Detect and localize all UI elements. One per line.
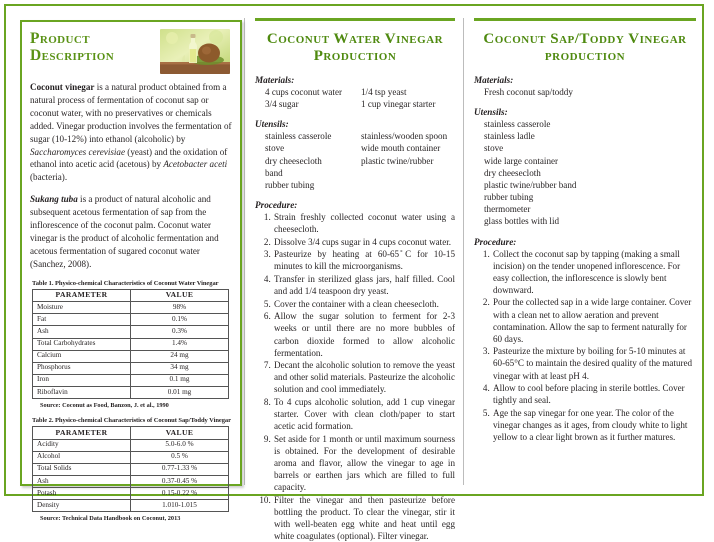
para1-rest1: is a natural product obtained from a natural process of fermentation of coconut sap or coconut water, with no preservatives or chemicals added. Vinegar production involves the fermentation of sugar (10-12%) into ethanol (alcoholic) by [30, 82, 232, 144]
middle-procedure-list [255, 211, 455, 542]
list-item: glass bottles with lid [484, 216, 560, 227]
middle-materials-list [255, 86, 455, 110]
procedure-step: 5. Cover the container with a clean cheesecloth. [273, 298, 455, 310]
section-rule-right [474, 18, 696, 21]
para2-lead: Sukang tuba [30, 194, 78, 205]
table1-header-value: VALUE [131, 289, 229, 302]
list-item-left: dry cheesecloth [265, 155, 322, 166]
para1-italic2: Acetobacter aceti [163, 159, 228, 170]
table-cell-parameter: Ash [33, 475, 131, 487]
right-utensils-label: Utensils: [474, 107, 508, 118]
list-item-right [361, 179, 455, 191]
middle-materials-label: Materials: [255, 74, 295, 85]
table-cell-value: 5.0-6.0 % [131, 439, 229, 451]
list-item-right: 1 cup vinegar starter [361, 99, 436, 110]
table-row [33, 338, 229, 350]
list-item: stainless ladle [484, 131, 535, 142]
middle-utensils-label: Utensils: [255, 119, 289, 130]
table-cell-parameter: Moisture [33, 302, 131, 314]
coconut-vinegar-photo-graphic [160, 29, 230, 74]
table2-header-value: VALUE [131, 427, 229, 440]
procedure-step: 2. Dissolve 3/4 cups sugar in 4 cups coconut water. [273, 236, 455, 248]
procedure-step: 5. Age the sap vinegar for one year. The color of the vinegar changes as it ages, from cloudy white to light yellow to a clear light brown as it further matures. [492, 407, 696, 443]
table-header-row [33, 427, 229, 440]
paragraph-coconut-vinegar [30, 81, 232, 184]
table-cell-parameter: Potash [33, 488, 131, 500]
list-item: Fresh coconut sap/toddy [484, 86, 573, 97]
table-row [33, 488, 229, 500]
product-description-body [30, 81, 232, 271]
procedure-step: 1. Strain freshly collected coconut water using a cheesecloth. [273, 211, 455, 235]
para1-rest2: (yeast) and the oxidation of ethanol into acetic acid (acetous) by [30, 146, 228, 170]
middle-utensils-list [255, 130, 455, 191]
table-row [33, 500, 229, 512]
table-cell-value: 1.4% [131, 338, 229, 350]
paragraph-sukang-tuba [30, 193, 232, 270]
table-cell-parameter: Calcium [33, 350, 131, 362]
procedure-step: 1. Collect the coconut sap by tapping (making a small incision) on the tender unopened inflorescence. For easy collection, the inflorescence is slowly bent downward. [492, 248, 696, 296]
list-item-left: stainless casserole [265, 131, 332, 142]
list-item [265, 86, 455, 98]
table-cell-value: 0.77-1.33 % [131, 463, 229, 475]
table-cell-parameter: Phosphorus [33, 362, 131, 374]
list-item: dry cheesecloth [484, 167, 541, 178]
table-cell-value: 0.1% [131, 314, 229, 326]
table2-caption: Table 2. Physico-chemical Characteristics of Coconut Sap/Toddy Vinegar [32, 417, 231, 425]
table2-header-parameter: PARAMETER [33, 427, 131, 440]
middle-procedure-label: Procedure: [255, 200, 298, 211]
table-cell-value: 0.15-0.22 % [131, 488, 229, 500]
table-cell-parameter: Density [33, 500, 131, 512]
table-row [33, 451, 229, 463]
table-coconut-water-vinegar [32, 289, 229, 399]
procedure-step: 2. Pour the collected sap in a wide large container. Cover with a clean net to allow aeration and prevent contamination. Allow the sap to ferment naturally for 60 days. [492, 296, 696, 344]
procedure-step: 4. Transfer in sterilized glass jars, half filled. Cool and add 1/4 teaspoon dry yeast. [273, 273, 455, 297]
list-item: stove [484, 143, 504, 154]
right-materials-list [474, 86, 696, 98]
list-item-left: 3/4 sugar [265, 99, 299, 110]
table-row [33, 463, 229, 475]
table-cell-parameter: Alcohol [33, 451, 131, 463]
list-item-right: wide mouth container [361, 143, 441, 154]
right-utensils-list [474, 118, 696, 228]
table-coconut-sap-toddy-vinegar [32, 426, 229, 512]
table1-source: Source: Coconut as Food, Banzon, J. et al., 1990 [40, 402, 169, 410]
table-cell-value: 98% [131, 302, 229, 314]
table1-body [33, 302, 229, 399]
list-item [265, 167, 455, 179]
section-rule-middle [255, 18, 455, 21]
table-row [33, 362, 229, 374]
list-item [265, 142, 455, 154]
product-description-column [12, 12, 244, 523]
table-cell-value: 0.5 % [131, 451, 229, 463]
list-item-right: plastic twine/rubber [361, 155, 434, 166]
list-item-left: rubber tubing [265, 179, 315, 190]
table-row [33, 302, 229, 314]
list-item [265, 179, 455, 191]
list-item: thermometer [484, 204, 531, 215]
coconut-water-vinegar-column [245, 12, 463, 542]
procedure-step: 7. Decant the alcoholic solution to remove the yeast and other solid materials. Pasteurize the alcoholic solution and cool immediately. [273, 359, 455, 395]
section-title-coconut-sap: Coconut Sap/Toddy Vinegar production [483, 30, 687, 65]
table-cell-value: 0.3% [131, 326, 229, 338]
table-cell-value: 34 mg [131, 362, 229, 374]
para1-italic1: Saccharomyces cerevisiae [30, 146, 126, 157]
procedure-step: 9. Set aside for 1 month or until maximum sourness is obtained. For the development of desirable aroma and flavor, allow the vinegar to age in barrels or earthen jars which are filled to full capacity. [273, 433, 455, 493]
page-title: Product Description [30, 30, 115, 65]
table-row [33, 386, 229, 398]
table2-body [33, 439, 229, 512]
table-row [33, 314, 229, 326]
list-item-right: stainless/wooden spoon [361, 131, 448, 142]
table-cell-parameter: Total Carbohydrates [33, 338, 131, 350]
table2-source: Source: Technical Data Handbook on Coconut, 2013 [40, 515, 181, 523]
table-cell-parameter: Total Solids [33, 463, 131, 475]
list-item: wide large container [484, 155, 559, 166]
list-item: stainless casserole [484, 119, 551, 130]
procedure-step: 10. Filter the vinegar and then pasteurize before bottling the product. To clear the vinegar, stir it with well-beaten egg white and heat until egg white coagulates (optional). Filter vinegar. [273, 494, 455, 542]
table-cell-value: 0.01 mg [131, 386, 229, 398]
list-item-left: stove [265, 143, 285, 154]
procedure-step: 6. Allow the sugar solution to ferment for 2-3 weeks or until there are no more bubbles of carbon dioxide formed to allow alcoholic fermentation. [273, 310, 455, 358]
right-procedure-list [474, 248, 696, 444]
list-item [265, 130, 455, 142]
table-cell-value: 0.37-0.45 % [131, 475, 229, 487]
list-item: plastic twine/rubber band [484, 179, 577, 190]
table-cell-parameter: Riboflavin [33, 386, 131, 398]
table-cell-value: 1.010-1.015 [131, 500, 229, 512]
list-item [265, 155, 455, 167]
table-header-row [33, 289, 229, 302]
list-item-left: band [265, 167, 283, 178]
procedure-step: 3. Pasteurize the mixture by boiling for 5-10 minutes at 60-65°C to maintain the desired quality of the matured vinegar with at least pH 4. [492, 345, 696, 381]
para1-rest3: (bacteria). [30, 172, 68, 183]
table-row [33, 374, 229, 386]
procedure-step: 4. Allow to cool before placing in sterile bottles. Cover tightly and seal. [492, 382, 696, 406]
right-materials-label: Materials: [474, 74, 514, 85]
section-title-coconut-water: Coconut Water Vinegar Production [266, 30, 444, 65]
coconut-sap-vinegar-column [464, 12, 702, 493]
table-row [33, 326, 229, 338]
list-item-left: 4 cups coconut water [265, 86, 343, 97]
list-item: rubber tubing [484, 192, 534, 203]
table-cell-parameter: Acidity [33, 439, 131, 451]
table1-header-parameter: PARAMETER [33, 289, 131, 302]
para1-lead: Coconut vinegar [30, 82, 95, 92]
table-cell-parameter: Ash [33, 326, 131, 338]
table-cell-parameter: Iron [33, 374, 131, 386]
right-procedure-label: Procedure: [474, 236, 517, 247]
table-row [33, 350, 229, 362]
table-cell-value: 0.1 mg [131, 374, 229, 386]
list-item [265, 98, 455, 110]
coconut-vinegar-photo [160, 29, 230, 74]
procedure-step: 3. Pasteurize by heating at 60-65 ̊C for 10-15 minutes to kill the microorganisms. [273, 248, 455, 272]
para2-rest1: is a product of natural alcoholic and subsequent acetous fermentation of sap from the inflorescence of the coconut palm. Coconut water vinegar is the product of alcoholic fermentation and acetous fermentation of sugared coconut water (Sanchez, 2008). [30, 194, 219, 269]
table-cell-value: 24 mg [131, 350, 229, 362]
table-cell-parameter: Fat [33, 314, 131, 326]
table1-caption: Table 1. Physico-chemical Characteristics of Coconut Water Vinegar [32, 279, 219, 287]
list-item-right [361, 167, 455, 179]
table-row [33, 475, 229, 487]
product-description-header [30, 28, 232, 74]
procedure-step: 8. To 4 cups alcoholic solution, add 1 cup vinegar starter. Cover with clean cloth/paper to start acetic acid formation. [273, 396, 455, 432]
list-item-right: 1/4 tsp yeast [361, 86, 407, 97]
table-row [33, 439, 229, 451]
